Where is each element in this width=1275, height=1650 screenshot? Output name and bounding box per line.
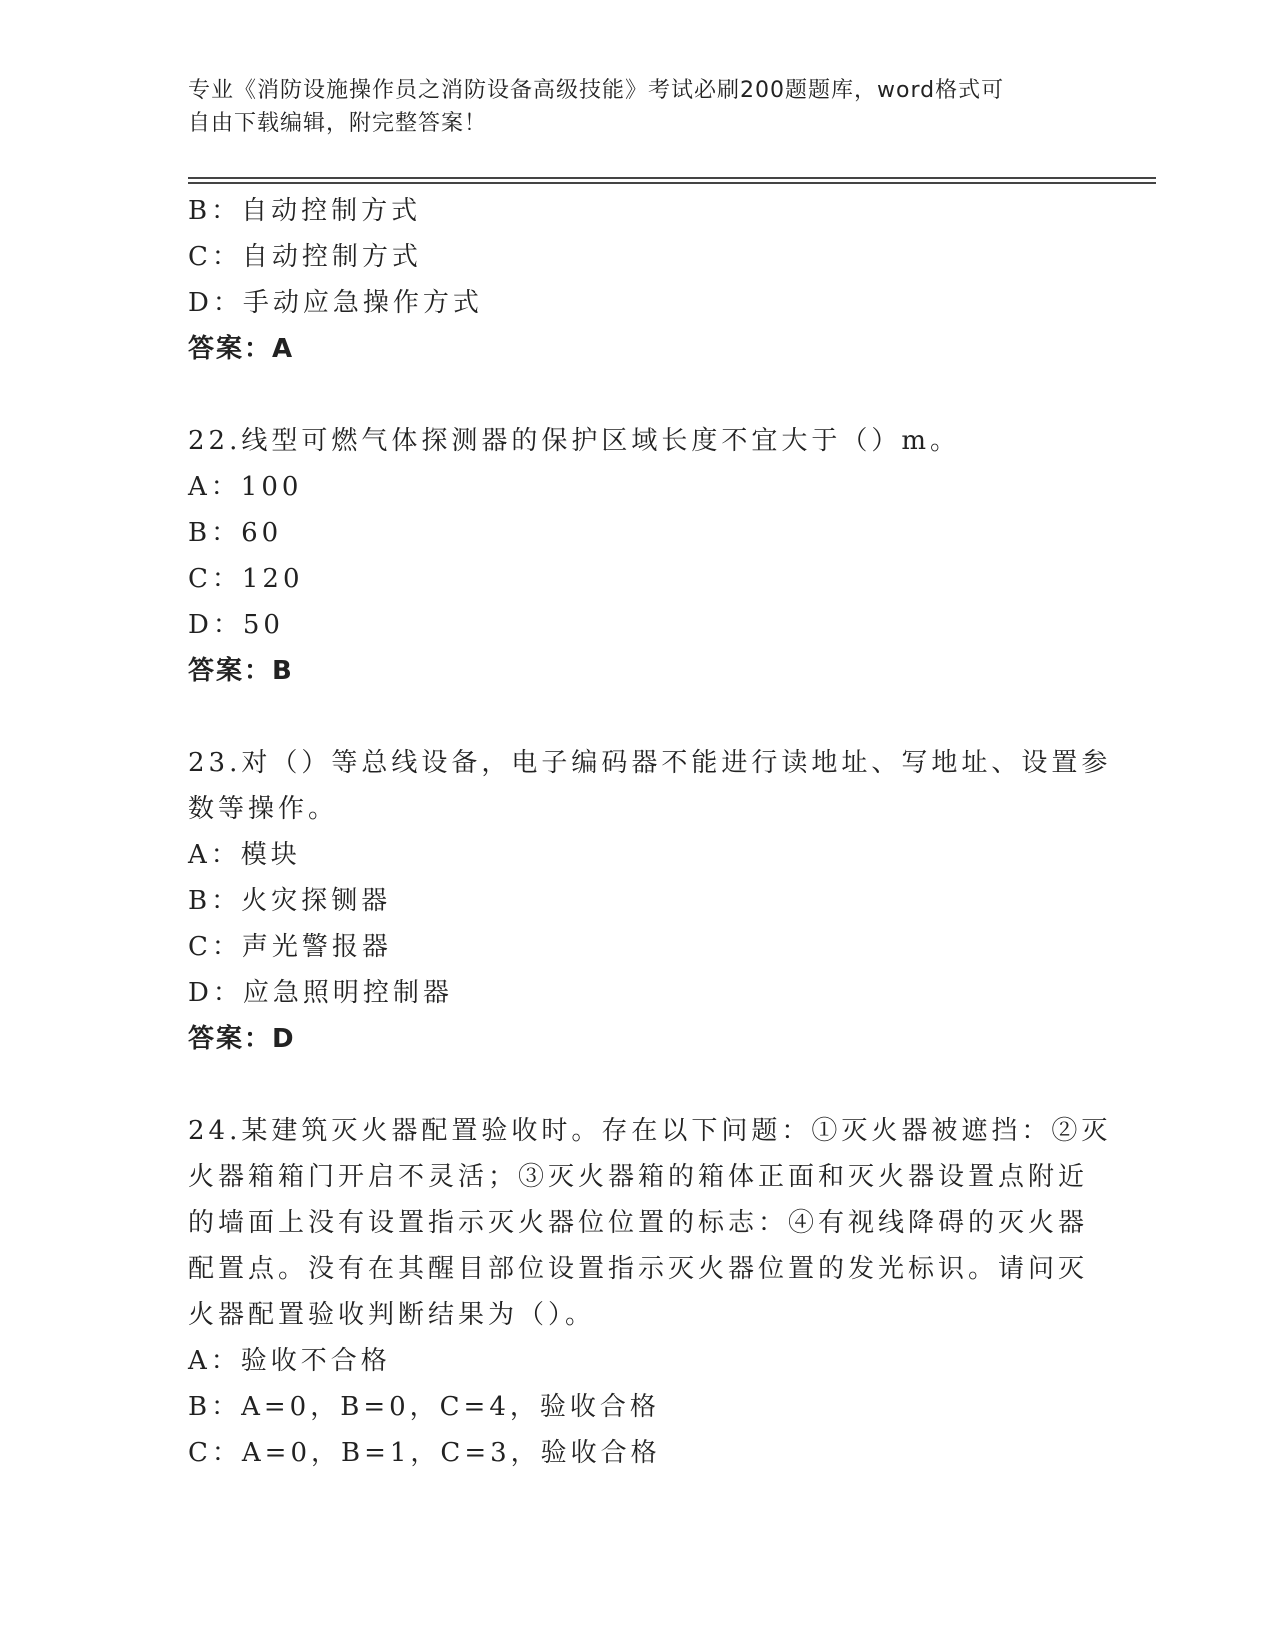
header-divider-top — [188, 177, 1156, 179]
question-line: 火器配置验收判断结果为（）。 — [188, 1300, 596, 1330]
question-21-continued — [188, 188, 1088, 372]
header-line-1: 专业《消防设施操作员之消防设备高级技能》考试必刷200题题库，word格式可 — [188, 78, 1005, 103]
option-c: C：A=0，B=1，C=3，验收合格 — [188, 1438, 661, 1468]
question-22 — [188, 418, 1088, 694]
question-text — [188, 418, 1088, 464]
question-line: 22.线型可燃气体探测器的保护区域长度不宜大于（）m。 — [188, 426, 961, 456]
option-a: A：100 — [188, 472, 303, 502]
question-23 — [188, 740, 1112, 1062]
question-line: 火器箱箱门开启不灵活；③灭火器箱的箱体正面和灭火器设置点附近 — [188, 1162, 1089, 1192]
option-d: D：应急照明控制器 — [188, 978, 453, 1008]
question-24 — [188, 1108, 1112, 1476]
question-line: 配置点。没有在其醒目部位设置指示灭火器位置的发光标识。请问灭 — [188, 1254, 1089, 1284]
header-divider-bottom — [188, 182, 1156, 184]
option-a: A：验收不合格 — [188, 1346, 391, 1376]
question-line: 24.某建筑灭火器配置验收时。存在以下问题：①灭火器被遮挡：②灭 — [188, 1116, 1112, 1146]
answer: 答案：B — [188, 656, 294, 686]
option-c: C：自动控制方式 — [188, 242, 422, 272]
option-c: C：声光警报器 — [188, 932, 392, 962]
option-b: B：自动控制方式 — [188, 196, 422, 226]
question-text — [188, 1108, 1112, 1338]
option-d: D：50 — [188, 610, 284, 640]
option-a: A：模块 — [188, 840, 301, 870]
question-content — [188, 188, 1112, 1476]
question-line: 23.对（）等总线设备，电子编码器不能进行读地址、写地址、设置参 — [188, 748, 1112, 778]
spacer — [188, 372, 1088, 418]
spacer — [188, 1062, 1088, 1108]
option-c: C：120 — [188, 564, 304, 594]
option-d: D：手动应急操作方式 — [188, 288, 483, 318]
question-line: 的墙面上没有设置指示灭火器位位置的标志：④有视线降碍的灭火器 — [188, 1208, 1089, 1238]
option-b: B：火灾探铡器 — [188, 886, 392, 916]
spacer — [188, 694, 1088, 740]
answer: 答案：A — [188, 334, 295, 364]
question-text — [188, 740, 1112, 832]
option-b: B：60 — [188, 518, 283, 548]
document-header — [188, 74, 1088, 140]
answer: 答案：D — [188, 1024, 296, 1054]
question-line: 数等操作。 — [188, 794, 339, 824]
option-b: B：A=0，B=0，C=4，验收合格 — [188, 1392, 660, 1422]
header-line-2: 自由下载编辑，附完整答案！ — [188, 111, 488, 136]
